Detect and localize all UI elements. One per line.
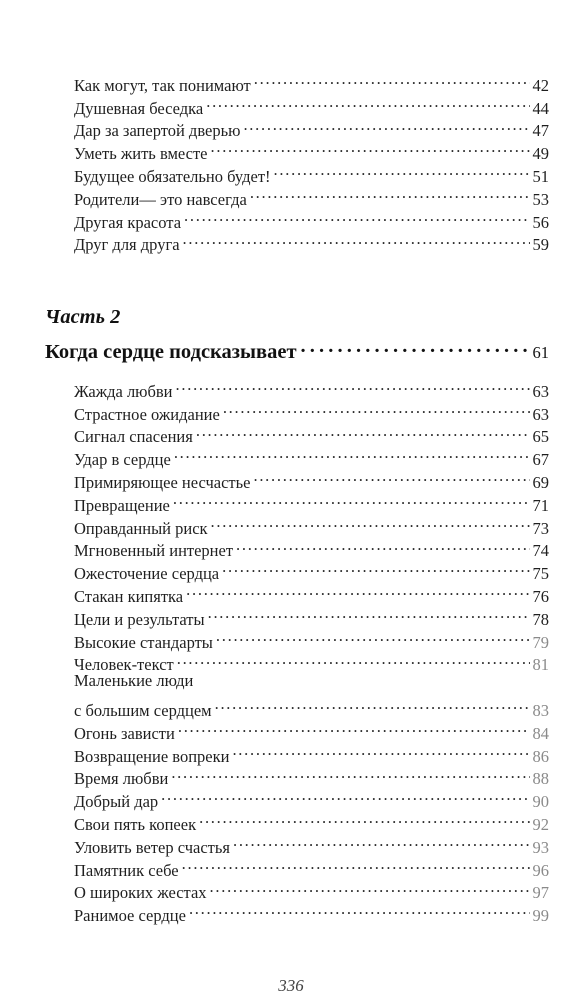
dot-leader — [236, 534, 529, 557]
dot-leader — [253, 465, 529, 488]
dot-leader — [274, 159, 530, 182]
toc-entry-title: Время любви — [74, 769, 169, 789]
toc-entry-title: Цели и результаты — [74, 609, 205, 629]
toc-entry-title: Стакан кипятка — [74, 586, 184, 606]
toc-entry-title: Как могут, так понимают — [74, 75, 251, 95]
toc-entry-page: 63 — [532, 381, 549, 401]
toc-entry-page: 65 — [532, 427, 549, 447]
toc-entry-page: 44 — [532, 98, 549, 118]
toc-entry-title: с большим сердцем — [74, 700, 212, 720]
dot-leader — [189, 898, 530, 921]
toc-entry-page: 73 — [532, 518, 549, 538]
dot-leader — [222, 556, 529, 579]
toc-entry-page: 74 — [532, 541, 549, 561]
dot-leader — [232, 739, 529, 762]
toc-entry-page: 81 — [532, 655, 549, 675]
toc-entry-page: 93 — [532, 837, 549, 857]
dot-leader — [176, 374, 530, 397]
toc-list-part1 — [74, 68, 549, 255]
toc-entry[interactable] — [74, 68, 549, 95]
toc-entry-title: Оправданный риск — [74, 518, 208, 538]
toc-entry-title: Мгновенный интернет — [74, 541, 234, 561]
dot-leader — [199, 807, 529, 830]
dot-leader — [178, 716, 530, 739]
dot-leader — [161, 784, 529, 807]
toc-entry-title: О широких жестах — [74, 883, 207, 903]
toc-entry[interactable] — [74, 374, 549, 401]
dot-leader — [183, 228, 530, 251]
toc-entry-title: Дар за запертой дверью — [74, 121, 241, 141]
toc-entry-page: 47 — [532, 121, 549, 141]
dot-leader — [250, 182, 530, 205]
dot-leader — [254, 68, 530, 91]
toc-entry-title: Уметь жить вместе — [74, 144, 208, 164]
toc-entry-page: 97 — [532, 883, 549, 903]
toc-entry[interactable] — [74, 693, 549, 720]
toc-entry-title: Человек-текст — [74, 655, 174, 675]
toc-entry-title: Другая красота — [74, 212, 182, 232]
dot-leader — [211, 136, 530, 159]
toc-entry-page: 96 — [532, 860, 549, 880]
toc-entry-title: Возвращение вопреки — [74, 746, 230, 766]
toc-entry-page: 71 — [532, 495, 549, 515]
toc-entry-title: Примиряющее несчастье — [74, 472, 251, 492]
dot-leader — [177, 648, 530, 671]
toc-entry-page: 88 — [532, 769, 549, 789]
part-label: Часть 2 — [45, 306, 121, 328]
toc-entry-title: Друг для друга — [74, 235, 180, 255]
toc-entry-title: Страстное ожидание — [74, 404, 220, 424]
toc-entry-title: Душевная беседка — [74, 98, 204, 118]
dot-leader — [182, 853, 530, 876]
toc-entry-page: 79 — [532, 632, 549, 652]
toc-entry-title: Жажда любви — [74, 381, 173, 401]
dot-leader — [211, 511, 530, 534]
toc-entry-title: Огонь зависти — [74, 723, 175, 743]
part-heading[interactable] — [45, 334, 549, 364]
dot-leader — [301, 334, 529, 358]
toc-entry-page: 86 — [532, 746, 549, 766]
dot-leader — [186, 579, 529, 602]
toc-entry-page: 59 — [532, 235, 549, 255]
dot-leader — [174, 442, 530, 465]
page-number: 336 — [278, 976, 304, 995]
dot-leader — [184, 205, 529, 228]
toc-entry-title: Удар в сердце — [74, 450, 171, 470]
toc-entry-title: Родители— это навсегда — [74, 189, 247, 209]
part-heading-title: Когда сердце подсказывает — [45, 341, 297, 363]
dot-leader — [196, 420, 530, 443]
toc-entry-page: 78 — [532, 609, 549, 629]
toc-entry-page: 69 — [532, 472, 549, 492]
dot-leader — [206, 91, 529, 114]
toc-entry-page: 51 — [532, 166, 549, 186]
toc-entry-page: 56 — [532, 212, 549, 232]
toc-entry-page: 99 — [532, 906, 549, 926]
toc-entry-page: 84 — [532, 723, 549, 743]
toc-entry-first-line[interactable] — [74, 670, 549, 693]
toc-entry-page: 75 — [532, 564, 549, 584]
toc-entry-page: 49 — [532, 144, 549, 164]
toc-list-part2 — [74, 374, 549, 926]
toc-entry-page: 76 — [532, 586, 549, 606]
toc-entry-title: Превращение — [74, 495, 170, 515]
dot-leader — [210, 876, 530, 899]
toc-entry-title: Высокие стандарты — [74, 632, 213, 652]
dot-leader — [233, 830, 530, 853]
dot-leader — [243, 114, 529, 137]
toc-entry-page: 92 — [532, 814, 549, 834]
toc-entry-title: Добрый дар — [74, 792, 159, 812]
dot-leader — [216, 625, 530, 648]
dot-leader — [215, 693, 530, 716]
toc-entry-page: 53 — [532, 189, 549, 209]
toc-entry-title: Сигнал спасения — [74, 427, 193, 447]
toc-entry-title: Ранимое сердце — [74, 906, 186, 926]
dot-leader — [208, 602, 530, 625]
toc-entry-title: Памятник себе — [74, 860, 179, 880]
toc-entry-title: Ожесточение сердца — [74, 564, 220, 584]
toc-entry-page: 67 — [532, 450, 549, 470]
toc-entry-page: 63 — [532, 404, 549, 424]
toc-entry-title: Свои пять копеек — [74, 814, 197, 834]
dot-leader — [173, 488, 530, 511]
toc-entry-page: 83 — [532, 700, 549, 720]
dot-leader — [223, 397, 530, 420]
toc-entry-title: Маленькие люди — [74, 671, 194, 691]
toc-entry-page: 42 — [532, 75, 549, 95]
dot-leader — [171, 762, 529, 785]
part-heading-page: 61 — [532, 343, 549, 362]
toc-entry-title: Будущее обязательно будет! — [74, 166, 271, 186]
toc-entry-page: 90 — [532, 792, 549, 812]
toc-entry-title: Уловить ветер счастья — [74, 837, 230, 857]
